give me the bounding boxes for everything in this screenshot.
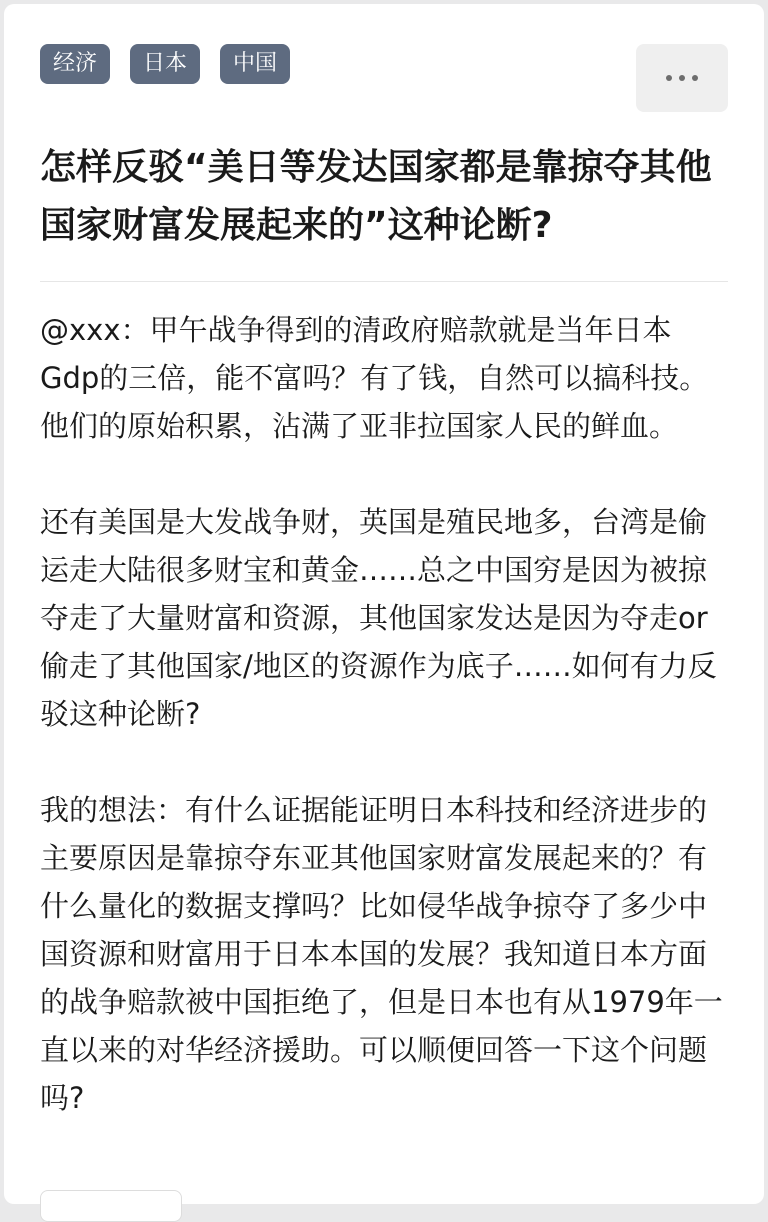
topic-tag-china[interactable]: 中国 [220, 44, 290, 84]
ellipsis-icon [666, 75, 672, 81]
description-paragraph-3: 我的想法：有什么证据能证明日本科技和经济进步的主要原因是靠掠夺东亚其他国家财富发展起来的？有什么量化的数据支撑吗？比如侵华战争掠夺了多少中国资源和财富用于日本本国的发展？我知道日本方面的战争赔款被中国拒绝了，但是日本也有从1979年一直以来的对华经济援助。可以顺便回答一下这个问题吗? [40, 793, 723, 1115]
question-title: 怎样反驳“美日等发达国家都是靠掠夺其他国家财富发展起来的”这种论断? [40, 147, 712, 246]
topic-tag-japan[interactable]: 日本 [130, 44, 200, 84]
description-paragraph-1: @xxx：甲午战争得到的清政府赔款就是当年日本Gdp的三倍，能不富吗？有了钱，自然可以搞科技。他们的原始积累，沾满了亚非拉国家人民的鲜血。 [40, 313, 709, 443]
description-paragraph-2: 还有美国是大发战争财，英国是殖民地多，台湾是偷运走大陆很多财宝和黄金……总之中国穷是因为被掠夺走了大量财富和资源，其他国家发达是因为夺走or偷走了其他国家/地区的资源作为底子……如何有力反驳这种论断? [40, 505, 717, 731]
follow-question-button[interactable] [40, 1190, 182, 1222]
question-card [4, 4, 764, 1204]
divider [40, 281, 728, 282]
topic-tag-economy[interactable]: 经济 [40, 44, 110, 84]
ellipsis-icon [679, 75, 685, 81]
more-options-button[interactable] [636, 44, 728, 112]
question-description [40, 306, 730, 1170]
ellipsis-icon [692, 75, 698, 81]
topic-tags [40, 44, 290, 84]
